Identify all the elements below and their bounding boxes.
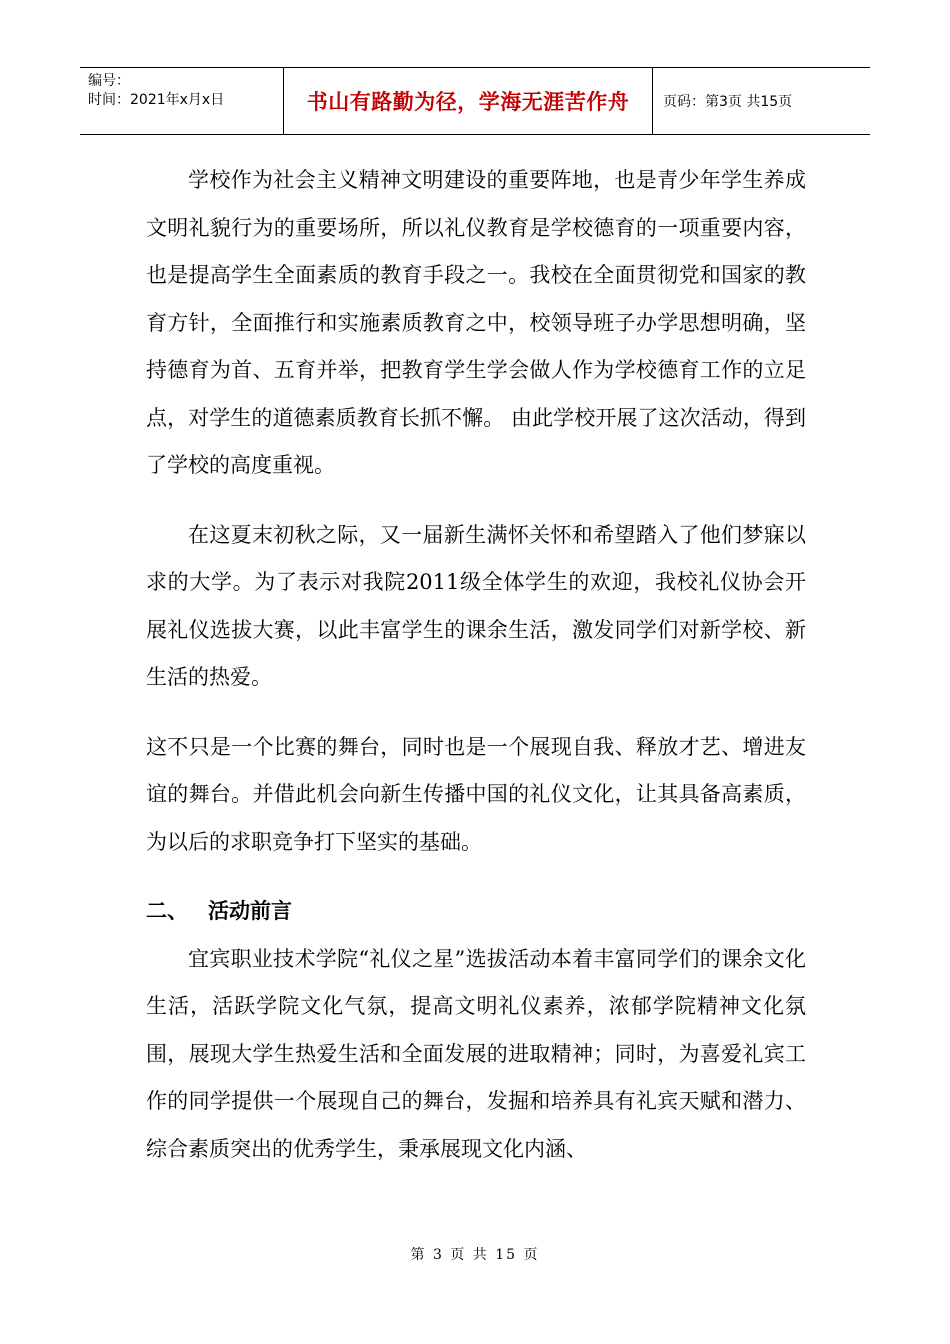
- header-page-info: 页码：第3页 共15页: [663, 94, 793, 110]
- section-number: 二、: [146, 899, 188, 923]
- section-paragraph: 宜宾职业技术学院“礼仪之星”选拔活动本着丰富同学们的课余文化生活，活跃学院文化气氛，提高文明礼仪素养，浓郁学院精神文化氛围，展现大学生热爱生活和全面发展的进取精神；同时，为喜爱礼宾工作的同学提供一个展现自己的舞台，发掘和培养具有礼宾天赋和潜力、综合素质突出的优秀学生，秉承展现文化内涵、: [146, 946, 806, 1161]
- page-header: [80, 67, 870, 135]
- time-label: 时间：2021年x月x日: [88, 92, 225, 108]
- header-meta: [80, 68, 284, 134]
- page-footer: 第 3 页 共 15 页: [410, 1247, 540, 1263]
- header-slogan: 书山有路勤为径，学海无涯苦作舟: [284, 68, 653, 134]
- paragraph-3: 这不只是一个比赛的舞台，同时也是一个展现自我、释放才艺、增进友谊的舞台。并借此机会向新生传播中国的礼仪文化，让其具备高素质，为以后的求职竞争打下坚实的基础。: [146, 734, 806, 854]
- paragraph-2: 在这夏末初秋之际，又一届新生满怀关怀和希望踏入了他们梦寐以求的大学。为了表示对我院2011级全体学生的欢迎，我校礼仪协会开展礼仪选拔大赛，以此丰富学生的课余生活，激发同学们对新学校、新生活的热爱。: [146, 522, 806, 689]
- section-title: 活动前言: [208, 899, 292, 923]
- document-body: [146, 157, 806, 1173]
- section-heading: [146, 888, 806, 936]
- code-label: 编号：: [88, 73, 130, 89]
- paragraph-1: 学校作为社会主义精神文明建设的重要阵地，也是青少年学生养成文明礼貌行为的重要场所，所以礼仪教育是学校德育的一项重要内容，也是提高学生全面素质的教育手段之一。我校在全面贯彻党和国家的教育方针，全面推行和实施素质教育之中，校领导班子办学思想明确，坚持德育为首、五育并举，把教育学生学会做人作为学校德育工作的立足点，对学生的道德素质教育长抓不懈。 由此学校开展了这次活动，得到了学校的高度重视。: [146, 168, 806, 477]
